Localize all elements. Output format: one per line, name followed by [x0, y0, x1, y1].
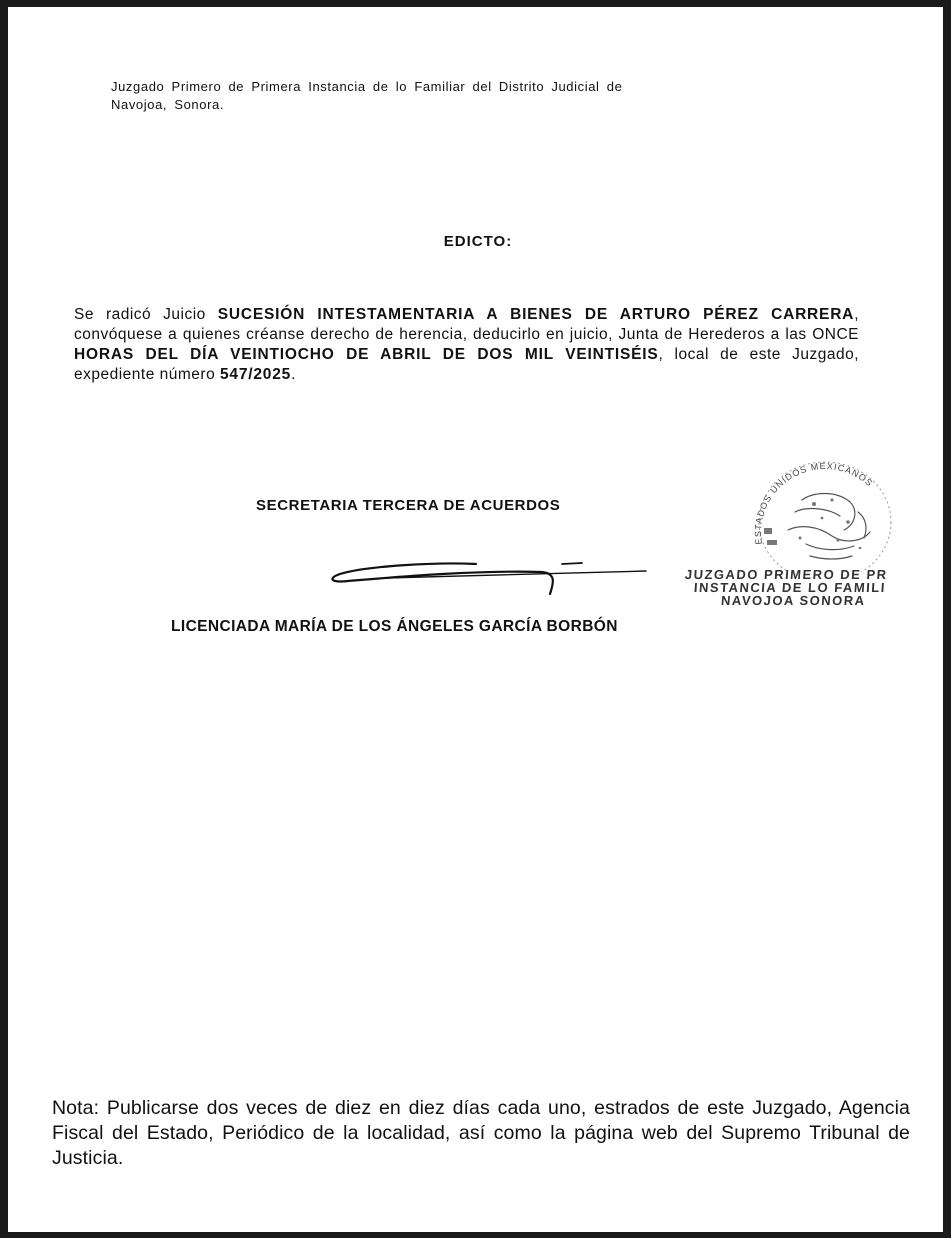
- seal-line-3: NAVOJOA SONORA: [720, 593, 867, 608]
- court-header-line-2: Navojoa, Sonora.: [111, 97, 225, 112]
- court-seal-emblem: [740, 452, 910, 572]
- body-bold-date: HORAS DEL DÍA VEINTIOCHO DE ABRIL DE DOS MIL VEINTISÉIS: [74, 346, 659, 363]
- publication-note: Nota: Publicarse dos veces de diez en diez días cada uno, estrados de este Juzgado, Agencia Fiscal del Estado, Periódico de la localidad, así como la página web del Supremo Tribunal de Justicia.: [52, 1097, 910, 1169]
- court-seal-text: [675, 568, 928, 607]
- edict-body: [74, 305, 859, 385]
- seal-line-1: JUZGADO PRIMERO DE PR: [684, 567, 889, 582]
- body-bold-case: SUCESIÓN INTESTAMENTARIA A BIENES DE ARTURO PÉREZ CARRERA: [217, 306, 855, 323]
- seal-line-2: INSTANCIA DE LO FAMILI: [693, 580, 887, 595]
- document-title: EDICTO:: [443, 233, 513, 250]
- signer-name: LICENCIADA MARÍA DE LOS ÁNGELES GARCÍA BORBÓN: [171, 618, 618, 635]
- body-text-2: , convóquese a quienes créanse derecho de herencia, deducirlo en juicio, Junta de Herederos a las ONCE: [74, 306, 859, 343]
- court-header: [111, 78, 831, 114]
- seal-ring-text: ESTADOS UNIDOS MEXICANOS: [753, 460, 875, 546]
- court-header-line-1: Juzgado Primero de Primera Instancia de lo Familiar del Distrito Judicial de: [111, 79, 623, 94]
- body-text-4: .: [291, 366, 296, 383]
- secretaria-heading: SECRETARIA TERCERA DE ACUERDOS: [256, 497, 561, 514]
- body-bold-file-number: 547/2025: [220, 366, 292, 383]
- body-text-3: , local de este Juzgado, expediente número: [74, 346, 859, 383]
- handwritten-signature: [326, 550, 656, 600]
- body-text-1: Se radicó Juicio: [74, 306, 218, 323]
